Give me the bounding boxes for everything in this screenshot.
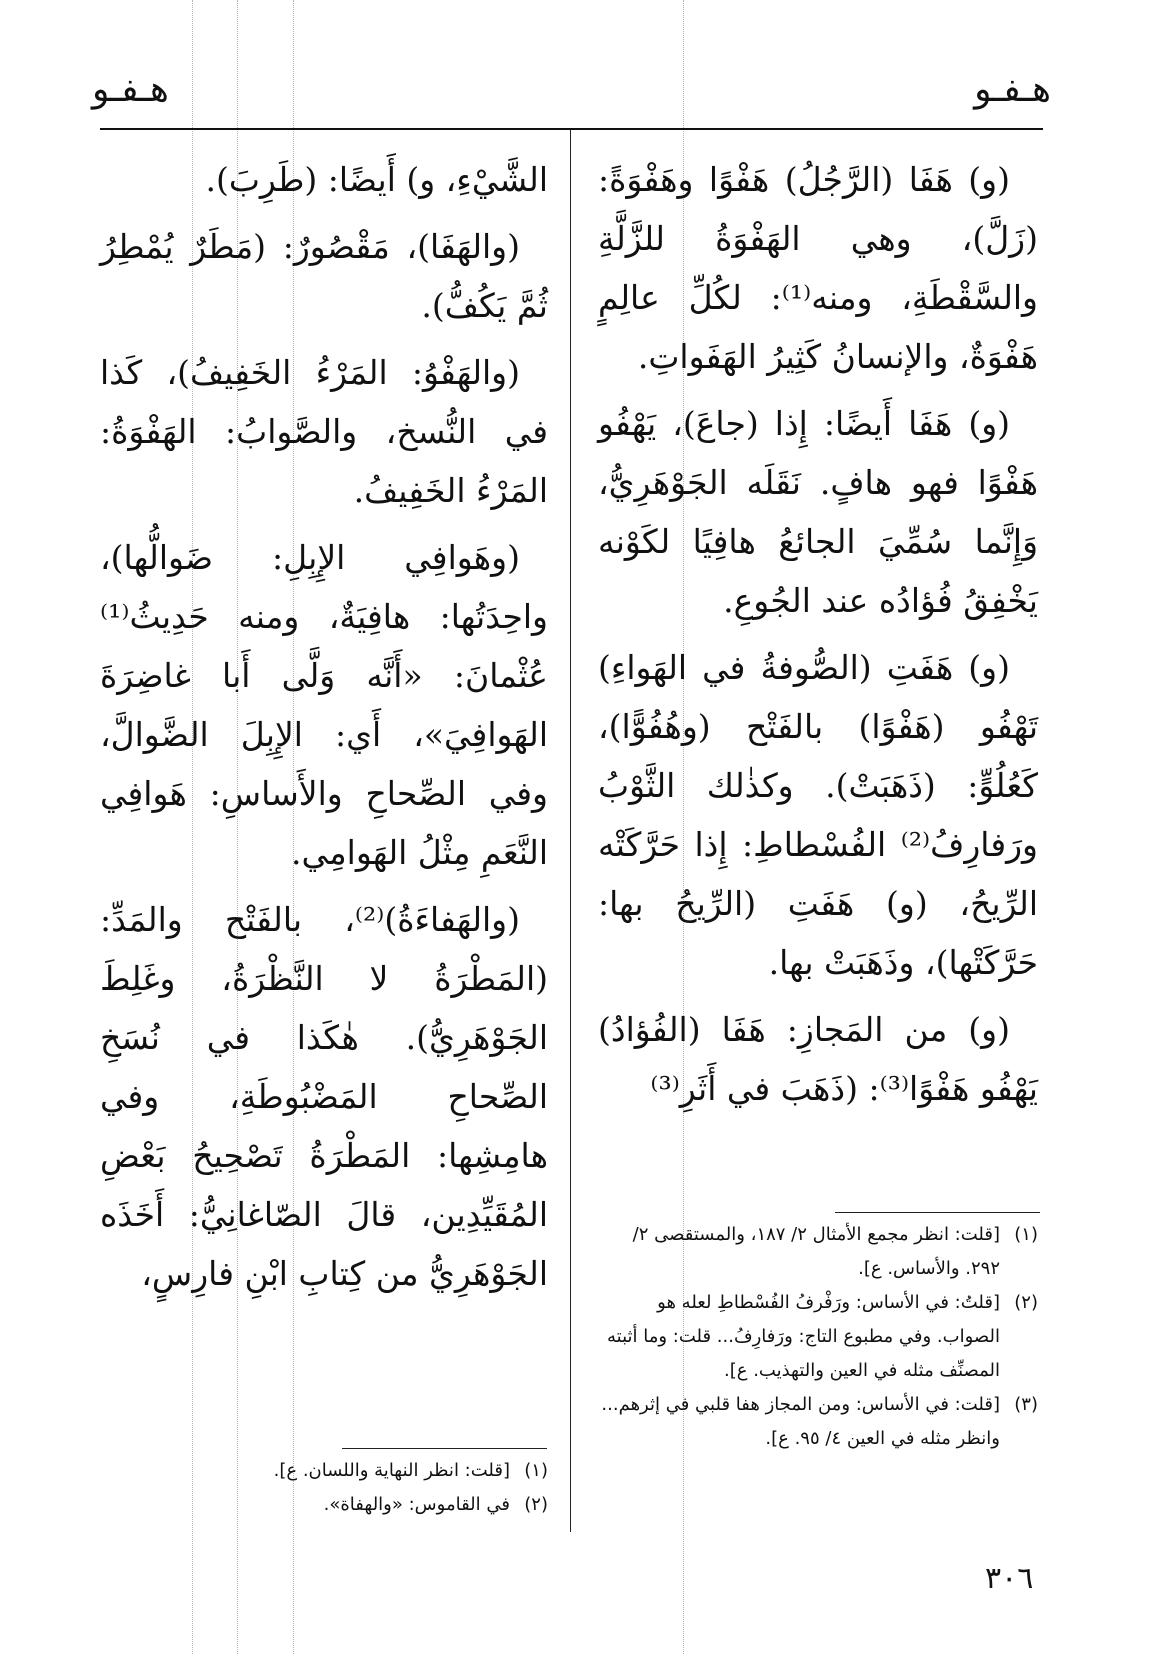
footnote-text: [قلتُ: في الأساس: ورَفْرفُ الفُسْطاطِ لعله هو الصواب. وفي مطبوع التاج: ورَفارِفُ... قلت: وما أثبته المصنِّف مثله في العين والتهذيب. ع]. xyxy=(606,1292,1000,1381)
footnote-number: (١) xyxy=(1014,1224,1038,1245)
page-number: ٣٠٦ xyxy=(985,1561,1034,1596)
entry-paragraph: (والهَفَا)، مَقْصُورٌ: (مَطَرٌ يُمْطِرُ ثُمَّ يَكُفُّ). xyxy=(100,227,548,325)
entry-paragraph: (و) هَفَتِ (الصُّوفةُ في الهَواءِ) تَهْفُو (هَفْوًا) بالفَتْح (وهُفُوًّا)، كَعُلُوٍّ: (ذَهَبَتْ). وكذٰلك الثَّوْبُ ورَفارِفُ⁽²⁾ الفُسْطاطِ: إِذا حَرَّكَتْه الرِّيحُ، (و) هَفَتِ (الرِّيحُ بها: حَرَّكَتْها)، وذَهَبَتْ بها. xyxy=(598,648,1038,982)
footnote xyxy=(100,1488,548,1522)
footnote-number: (٢) xyxy=(1014,1292,1038,1313)
footnote-text: في القاموس: «والهفاة». xyxy=(323,1494,510,1515)
column-divider xyxy=(570,130,571,1532)
running-head-right: هـفـو xyxy=(974,69,1051,110)
entry-paragraph: الشَّيْءِ، و) أَيضًا: (طَرِبَ). xyxy=(205,160,548,199)
footnote xyxy=(100,1454,548,1488)
entry-paragraph: (والهَفاءَةُ)⁽²⁾، بالفَتْح والمَدِّ: (المَطْرَةُ لا النَّظْرَةُ، وغَلِطَ الجَوْهَرِيُّ). هٰكَذا في نُسَخِ الصِّحاحِ المَضْبُوطَةِ، وفي هامِشِها: المَطْرَةُ تَصْحِيحُ بَعْضِ المُقَيِّدِين، قالَ الصّاغانِيُّ: أَخَذَه الجَوْهَرِيُّ من كِتابِ ابْنِ فارِسٍ، xyxy=(100,900,548,1293)
entry-paragraph: (و) هَفَا أَيضًا: إِذا (جاعَ)، يَهْفُو هَفْوًا فهو هافٍ. نَقَلَه الجَوْهَرِيُّ، وَإِنَّما سُمِّيَ الجائعُ هافِيًا لكَوْنه يَخْفِقُ فُؤادُه عند الجُوعِ. xyxy=(598,404,1038,620)
right-column xyxy=(598,150,1038,1126)
entry-paragraph: (وهَوافِي الإِبِلِ: ضَوالُّها)، واحِدَتُها: هافِيَةٌ، ومنه حَدِيثُ⁽¹⁾ عُثْمانَ: «أَنَّه وَلَّى أَبا غاضِرَةَ الهَوافِيَ»، أَي: الإِبِلَ الضَّوالَّ، وفي الصِّحاحِ والأَساسِ: هَوافِي النَّعَمِ مِثْلُ الهَوامِي. xyxy=(100,538,548,872)
left-footnotes xyxy=(100,1454,548,1522)
footnote-number: (٢) xyxy=(524,1494,548,1515)
right-footnotes xyxy=(598,1218,1038,1456)
footnote-number: (١) xyxy=(524,1460,548,1481)
footnote-number: (٣) xyxy=(1014,1394,1038,1415)
header-rule xyxy=(100,128,1043,130)
footnote-text: [قلت: انظر مجمع الأمثال ٢/ ١٨٧، والمستقصى ٢/ ٢٩٢. والأساس. ع]. xyxy=(632,1224,1000,1279)
entry-paragraph: (والهَفْوُ: المَرْءُ الخَفِيفُ)، كَذا في النُّسخ، والصَّوابُ: الهَفْوَةُ: المَرْءُ الخَفِيفُ. xyxy=(100,353,548,510)
right-footnote-rule xyxy=(835,1212,1040,1213)
left-footnote-rule xyxy=(342,1448,547,1449)
left-column xyxy=(100,150,548,1311)
footnote xyxy=(598,1388,1038,1456)
entry-paragraph: (و) هَفَا (الرَّجُلُ) هَفْوًا وهَفْوَةً: (زَلَّ)، وهي الهَفْوَةُ للزَّلَّةِ والسَّقْطَةِ، ومنه⁽¹⁾: لكُلِّ عالِمٍ هَفْوَةٌ، والإنسانُ كَثِيرُ الهَفَواتِ. xyxy=(598,160,1038,376)
footnote-text: [قلت: في الأساس: ومن المجاز هفا قلبي في إثرهم... وانظر مثله في العين ٤/ ٩٥. ع]. xyxy=(601,1394,1000,1449)
entry-paragraph: (و) من المَجازِ: هَفَا (الفُؤادُ) يَهْفُو هَفْوًا⁽³⁾: (ذَهَبَ في أَثَرِ⁽³⁾ xyxy=(598,1010,1038,1108)
running-head-left: هـفـو xyxy=(92,69,169,110)
footnote-text: [قلت: انظر النهاية واللسان. ع]. xyxy=(273,1460,510,1481)
footnote xyxy=(598,1286,1038,1388)
footnote xyxy=(598,1218,1038,1286)
